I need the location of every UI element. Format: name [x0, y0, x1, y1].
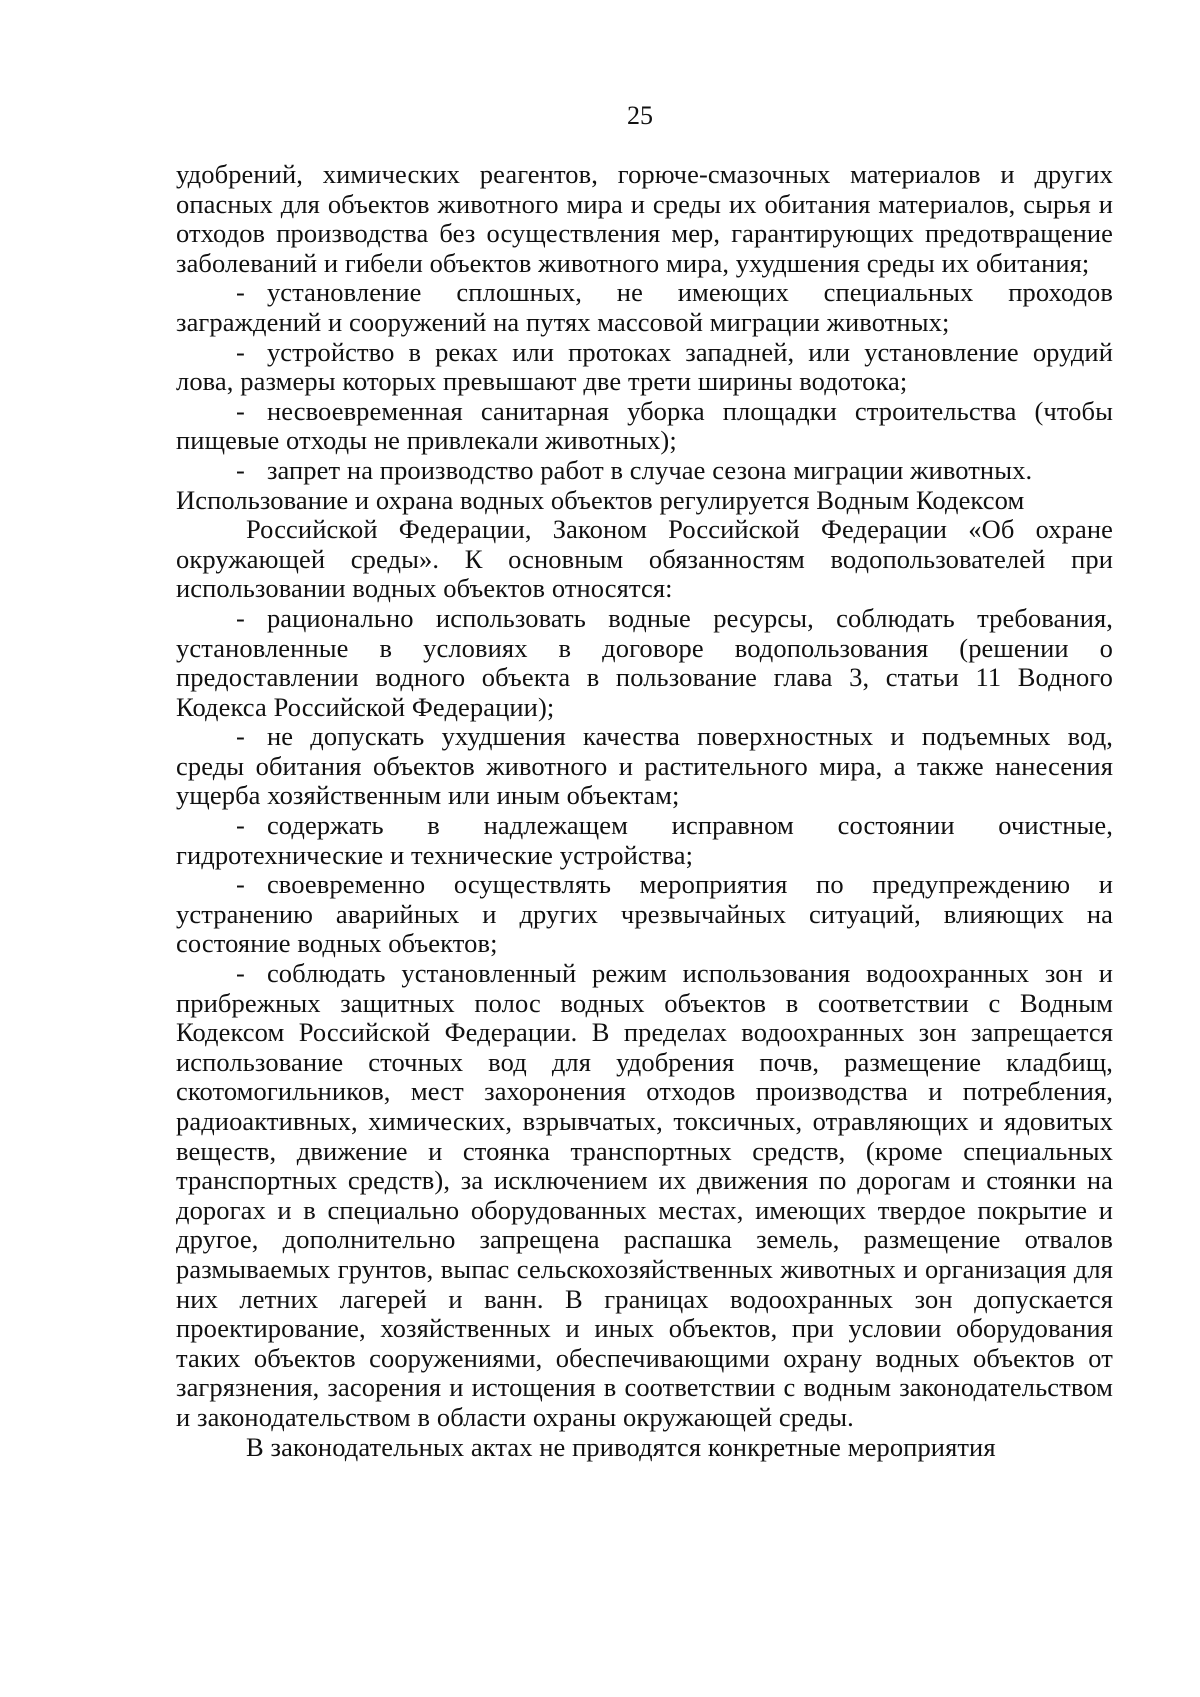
- text-paragraph: [176, 1433, 1113, 1463]
- dash-marker: -: [236, 277, 245, 308]
- dash-marker: -: [236, 869, 245, 900]
- paragraph-text: соблюдать установленный режим использования водоохранных зон и прибрежных защитных полос водных объектов в соответствии с Водным Кодексом Российской Федерации. В пределах водоохранных зон запрещается использование сточных вод для удобрения почв, размещение кладбищ, скотомогильников, мест захоронения отходов производства и потребления, радиоактивных, химических, взрывчатых, токсичных, отравляющих и ядовитых веществ, движение и стоянка транспортных средств, (кроме специальных транспортных средств), за исключением их движения по дорогам и стоянки на дорогах и в специально оборудованных местах, имеющих твердое покрытие и другое, дополнительно запрещена распашка земель, размещение отвалов размываемых грунтов, выпас сельскохозяйственных животных и организация для них летних лагерей и ванн. В границах водоохранных зон допускается проектирование, хозяйственных и иных объектов, при условии оборудования таких объектов сооружениями, обеспечивающими охрану водных объектов от загрязнения, засорения и истощения в соответствии с водным законодательством и законодательством в области охраны окружающей среды.: [176, 958, 1113, 1432]
- text-paragraph: [176, 486, 1113, 516]
- document-body: [176, 160, 1113, 1462]
- dash-marker: -: [236, 336, 245, 367]
- bullet-paragraph: [176, 870, 1113, 959]
- paragraph-text: не допускать ухудшения качества поверхностных и подъемных вод, среды обитания объектов животного и растительного мира, а также нанесения ущерба хозяйственным или иным объектам;: [176, 721, 1113, 811]
- paragraph-text: своевременно осуществлять мероприятия по предупреждению и устранению аварийных и других чрезвычайных ситуаций, влияющих на состояние водных объектов;: [176, 869, 1113, 959]
- dash-marker: -: [236, 454, 245, 485]
- bullet-paragraph: [176, 456, 1113, 486]
- bullet-paragraph: [176, 397, 1113, 456]
- bullet-paragraph: [176, 604, 1113, 722]
- dash-marker: -: [236, 602, 245, 633]
- paragraph-text: рационально использовать водные ресурсы, соблюдать требования, установленные в условиях в договоре водопользования (решении о предоставлении водного объекта в пользование глава 3, статьи 11 Водного Кодекса Российской Федерации);: [176, 602, 1113, 722]
- paragraph-text: Использование и охрана водных объектов регулируется Водным Кодексом: [176, 484, 1025, 515]
- paragraph-text: удобрений, химических реагентов, горюче-смазочных материалов и других опасных для объектов животного мира и среды их обитания материалов, сырья и отходов производства без осуществления мер, гарантирующих предотвращение заболеваний и гибели объектов животного мира, ухудшения среды их обитания;: [176, 159, 1113, 278]
- paragraph-text: В законодательных актах не приводятся конкретные мероприятия: [246, 1431, 996, 1462]
- paragraph-text: несвоевременная санитарная уборка площадки строительства (чтобы пищевые отходы не привлекали животных);: [176, 395, 1113, 456]
- text-paragraph: [176, 515, 1113, 604]
- paragraph-text: содержать в надлежащем исправном состоянии очистные, гидротехнические и технические устройства;: [176, 810, 1113, 870]
- paragraph-text: запрет на производство работ в случае сезона миграции животных.: [266, 454, 1033, 485]
- dash-marker: -: [236, 721, 245, 752]
- bullet-paragraph: [176, 278, 1113, 337]
- paragraph-text: устройство в реках или протоках западней, или установление орудий лова, размеры которых превышают две трети ширины водотока;: [176, 336, 1113, 397]
- dash-marker: -: [236, 958, 245, 989]
- bullet-paragraph: [176, 722, 1113, 811]
- dash-marker: -: [236, 810, 245, 841]
- bullet-paragraph: [176, 959, 1113, 1433]
- text-paragraph: [176, 160, 1113, 278]
- page-number: 25: [627, 101, 653, 130]
- paragraph-text: Российской Федерации, Законом Российской Федерации «Об охране окружающей среды». К основным обязанностям водопользователей при использовании водных объектов относятся:: [176, 514, 1113, 604]
- bullet-paragraph: [176, 811, 1113, 870]
- paragraph-text: установление сплошных, не имеющих специальных проходов заграждений и сооружений на путях массовой миграции животных;: [176, 277, 1113, 337]
- bullet-paragraph: [176, 338, 1113, 397]
- dash-marker: -: [236, 395, 245, 426]
